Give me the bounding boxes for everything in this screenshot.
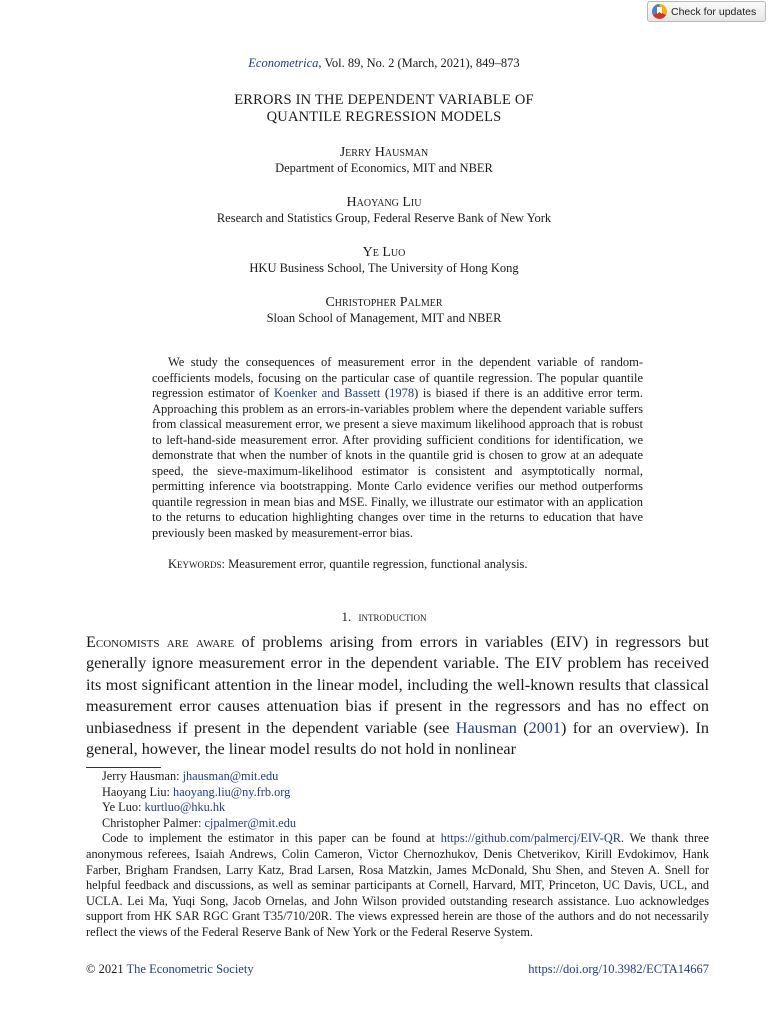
email-link[interactable]: kurtluo@hku.hk [144,800,226,815]
contact-line [86,769,709,785]
section-title: introduction [358,609,427,624]
journal-details: , Vol. 89, No. 2 (March, 2021), 849–873 [318,56,520,70]
author-affiliation: HKU Business School, The University of Hong Kong [249,261,519,275]
society-link[interactable]: The Econometric Society [126,962,254,976]
email-link[interactable]: haoyang.liu@ny.frb.org [173,784,291,799]
keywords-label: Keywords [168,557,222,571]
author-affiliation: Department of Economics, MIT and NBER [275,161,493,175]
abstract [152,355,643,541]
citation-link-koenker-bassett[interactable]: Koenker and Bassett [274,386,381,400]
check-for-updates-label: Check for updates [671,5,757,18]
keywords [168,557,528,572]
acknowledgements-text: . We thank three anonymous referees, Isaiah Andrews, Colin Cameron, Victor Chernozhukov, Denis Chetverikov, Kirill Evdokimov, Hank Farber, Brigham Frandsen, Larry Katz, Brad Larsen, Rosa Matzkin, James McDonald, Shu Shen, and Steven A. Snell for helpful feedback and discussions, as well as seminar participants at Cornell, Harvard, MIT, Princeton, UC Davis, UCL, and UCLA. Lei Ma, Yuqi Song, Jacob Ornelas, and John Wilson provided outstanding research assistance. Luo acknowledges support from HK SAR RGC Grant T35/710/20R. The views expressed herein are those of the authors and do not necessarily reflect the views of the Federal Reserve Bank of New York or the Federal Reserve System. [86,831,709,939]
author-affiliation: Research and Statistics Group, Federal Reserve Bank of New York [216,211,552,225]
abstract-text: We study the consequences of measurement error in the dependent variable of random-coefficients models, focusing on the particular case of quantile regression. The popular quantile regression estimator of [152,355,643,400]
section-heading [0,609,768,625]
author-name: Jerry Hausman [339,145,429,160]
contact-line [86,785,709,801]
doi-link-container [528,962,709,977]
copyright [86,962,254,977]
keywords-colon: : [221,557,229,571]
copyright-text: © 2021 [86,962,127,976]
acknowledgements [86,831,709,940]
citation-link-hausman[interactable]: Hausman [455,718,517,737]
author-name: Haoyang Liu [346,195,422,210]
citation-year-link[interactable]: 2001 [528,718,561,737]
author-name: Christopher Palmer [325,295,443,310]
journal-citation [0,56,768,71]
intro-text: ) for an overview). In general, however, the linear model results do not hold in nonlinear [86,718,709,759]
author-block-3 [0,245,768,276]
citation-paren: ( [516,718,529,737]
author-block-2 [0,195,768,226]
paper-title-line-1: ERRORS IN THE DEPENDENT VARIABLE OF [234,92,534,108]
intro-text: of problems arising from errors in variables (EIV) in regressors but generally ignore measurement error in the dependent variable. The EIV problem has received its most significant attention in the linear model, including the well-known results that classical measurement error causes attenuation bias if present in the regressors and has no effect on unbiasedness if present in the dependent variable (see [86,633,709,737]
acknowledgements-text: Code to implement the estimator in this paper can be found at [102,831,441,846]
author-affiliation: Sloan School of Management, MIT and NBER [266,311,502,325]
doi-link[interactable]: https://doi.org/10.3982/ECTA14667 [528,962,709,976]
paper-title [0,92,768,126]
check-for-updates-button[interactable] [647,1,766,22]
intro-lead: Economists are aware [86,633,235,651]
keywords-text: Measurement error, quantile regression, functional analysis. [228,557,528,571]
email-link[interactable]: jhausman@mit.edu [182,769,279,783]
journal-name-link[interactable]: Econometrica [248,56,319,70]
footnotes [86,769,709,941]
contact-name: Haoyang Liu: [102,784,174,799]
author-name: Ye Luo [362,245,406,260]
contact-line [86,800,709,816]
paper-title-line-2: QUANTILE REGRESSION MODELS [266,109,502,125]
contact-name: Christopher Palmer: [102,815,205,830]
code-repo-link[interactable]: https://github.com/palmercj/EIV-QR [440,831,621,846]
citation-year-link[interactable]: 1978 [389,386,415,400]
section-number: 1. [341,609,352,624]
contact-line [86,816,709,832]
email-link[interactable]: cjpalmer@mit.edu [204,815,297,830]
author-block-4 [0,295,768,326]
abstract-text: ) is biased if there is an additive error term. Approaching this problem as an errors-in-variables problem where the dependent variable suffers from classical measurement error, we present a sieve maximum likelihood approach that is robust to left-hand-side measurement error. After providing sufficient conditions for identification, we demonstrate that when the number of knots in the quantile grid is chosen to grow at an adequate speed, the sieve-maximum-likelihood estimator is consistent and asymptotically normal, permitting inference via bootstrapping. Monte Carlo evidence verifies our method outperforms quantile regression in mean bias and MSE. Finally, we illustrate our estimator with an application to the returns to education highlighting changes over time in the returns to education that have previously been masked by measurement-error bias. [152,386,643,540]
footnote-divider [86,767,161,768]
contact-name: Jerry Hausman: [102,769,183,783]
crossmark-icon [652,4,667,19]
citation-paren: ( [380,386,390,400]
intro-paragraph [86,632,709,760]
author-block-1 [0,145,768,176]
contact-name: Ye Luo: [102,800,145,815]
